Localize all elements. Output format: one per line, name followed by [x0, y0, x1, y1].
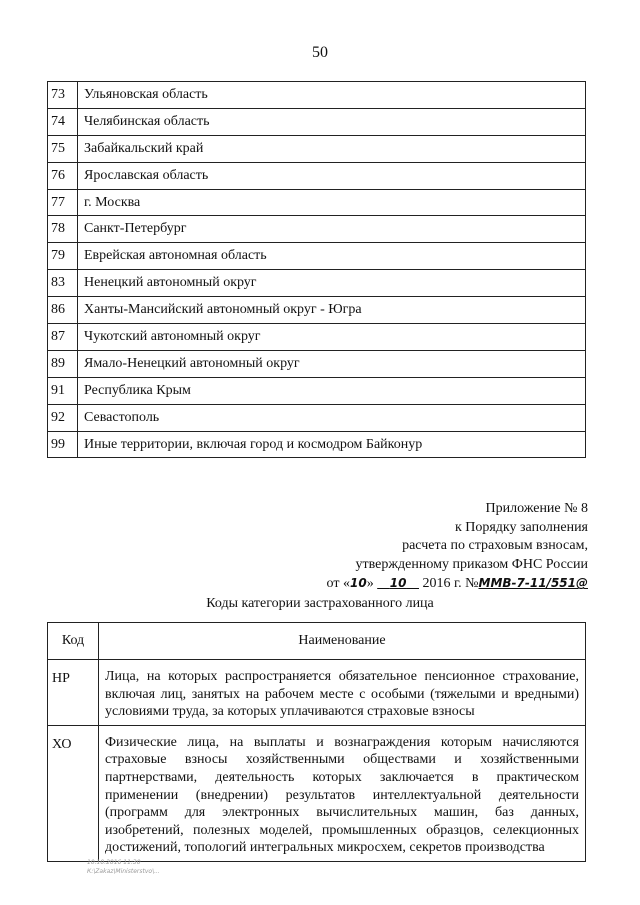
region-row	[48, 189, 586, 216]
appendix-line-calculation: расчета по страховым взносам,	[402, 538, 588, 554]
region-code: 78	[48, 216, 78, 243]
category-description: Лица, на которых распространяется обязательное пенсионное страхование, включая лиц, занятых на рабочем месте с особыми (тяжелыми и вредными) условиями труда, за которых уплачиваются страховые взносы	[99, 660, 586, 726]
region-code: 76	[48, 162, 78, 189]
region-row	[48, 350, 586, 377]
region-code: 86	[48, 297, 78, 324]
categories-table	[47, 622, 586, 862]
region-row	[48, 324, 586, 351]
region-row	[48, 108, 586, 135]
column-header-code: Код	[48, 623, 99, 660]
date-year: 2016 г. №	[422, 576, 479, 592]
region-name: Еврейская автономная область	[78, 243, 586, 270]
footer-print-stamp	[87, 858, 160, 876]
region-name: г. Москва	[78, 189, 586, 216]
region-code: 99	[48, 431, 78, 458]
region-row	[48, 135, 586, 162]
date-quote-close: »	[366, 576, 374, 592]
region-name: Севастополь	[78, 404, 586, 431]
regions-table-body	[48, 82, 586, 458]
region-code: 73	[48, 82, 78, 109]
region-name: Ханты-Мансийский автономный округ - Югра	[78, 297, 586, 324]
date-prefix: от «	[326, 576, 350, 592]
column-header-name: Наименование	[99, 623, 586, 660]
region-name: Ямало-Ненецкий автономный округ	[78, 350, 586, 377]
region-name: Ярославская область	[78, 162, 586, 189]
categories-table-body	[48, 660, 586, 862]
appendix-line-approved: утвержденному приказом ФНС России	[355, 556, 588, 572]
region-row	[48, 377, 586, 404]
category-row	[48, 660, 586, 726]
region-code: 75	[48, 135, 78, 162]
region-name: Республика Крым	[78, 377, 586, 404]
region-code: 92	[48, 404, 78, 431]
categories-header-row	[48, 623, 586, 660]
region-code: 89	[48, 350, 78, 377]
page-number: 50	[312, 44, 328, 61]
date-month	[377, 576, 419, 590]
date-month-value: 10	[389, 576, 407, 591]
date-day: 10	[349, 576, 367, 591]
appendix-date-line	[327, 574, 588, 594]
category-code: ХО	[48, 725, 99, 861]
footer-line-1: 10.10.2016 11:30	[87, 859, 141, 866]
region-name: Иные территории, включая город и космодром Байконур	[78, 431, 586, 458]
categories-title: Коды категории застрахованного лица	[206, 596, 434, 611]
region-name: Санкт-Петербург	[78, 216, 586, 243]
region-row	[48, 431, 586, 458]
category-code: НР	[48, 660, 99, 726]
region-row	[48, 270, 586, 297]
region-name: Челябинская область	[78, 108, 586, 135]
order-number: ММВ-7-11/551@	[478, 576, 588, 591]
region-row	[48, 297, 586, 324]
region-code: 79	[48, 243, 78, 270]
region-row	[48, 82, 586, 109]
appendix-title: Приложение № 8	[485, 501, 588, 516]
region-name: Ненецкий автономный округ	[78, 270, 586, 297]
category-row	[48, 725, 586, 861]
regions-table	[47, 81, 586, 458]
category-description: Физические лица, на выплаты и вознаграждения которым начисляются страховые взносы хозяйственными обществами и хозяйственными партнерствами, деятельность которых заключается в практическом применении (внедрении) результатов интеллектуальной деятельности (программ для электронных вычислительных машин, баз данных, изобретений, полезных моделей, промышленных образцов, селекционных достижений, топологий интегральных микросхем, секретов производства	[99, 725, 586, 861]
region-code: 74	[48, 108, 78, 135]
region-name: Ульяновская область	[78, 82, 586, 109]
region-code: 87	[48, 324, 78, 351]
region-row	[48, 216, 586, 243]
appendix-heading	[327, 500, 588, 594]
region-row	[48, 162, 586, 189]
region-row	[48, 243, 586, 270]
region-name: Чукотский автономный округ	[78, 324, 586, 351]
region-code: 91	[48, 377, 78, 404]
region-row	[48, 404, 586, 431]
appendix-line-procedure: к Порядку заполнения	[454, 519, 588, 535]
region-name: Забайкальский край	[78, 135, 586, 162]
region-code: 83	[48, 270, 78, 297]
region-code: 77	[48, 189, 78, 216]
footer-line-2: К:\Zakaz\Ministerstvo\...	[87, 868, 160, 875]
